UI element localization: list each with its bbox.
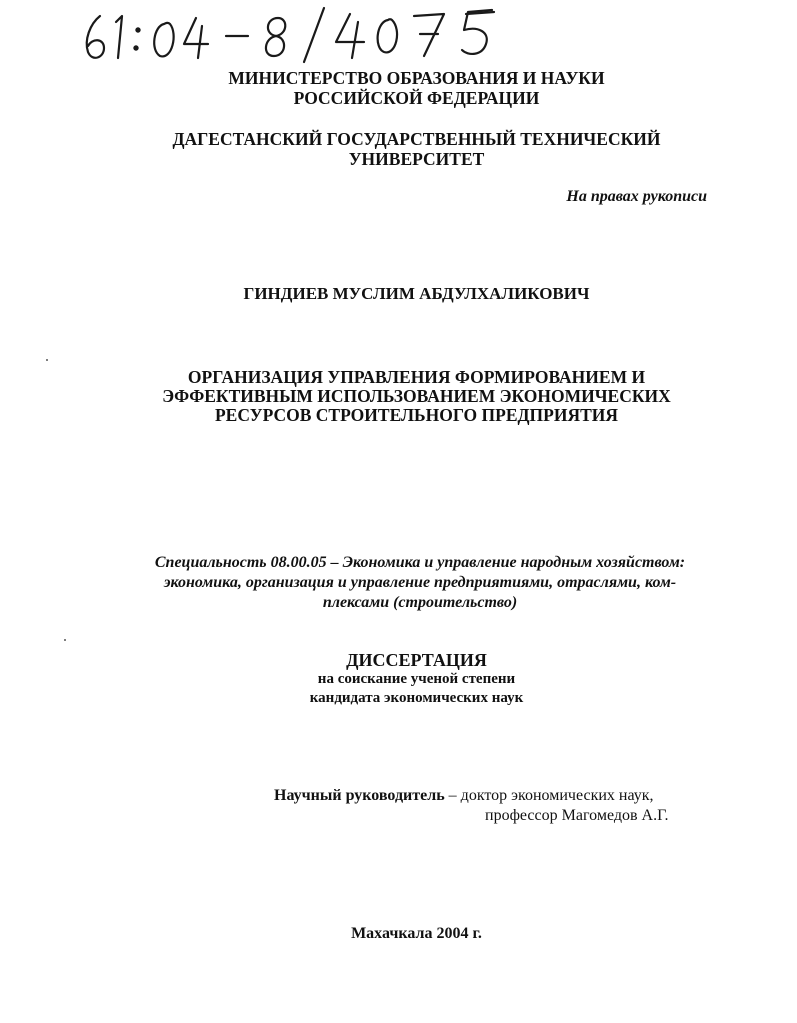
title-line-1: ОРГАНИЗАЦИЯ УПРАВЛЕНИЯ ФОРМИРОВАНИЕМ И [187,367,646,387]
dissertation-sub-line-2: кандидата экономических наук [309,690,524,706]
dissertation-heading: ДИССЕРТАЦИЯ [346,650,487,670]
specialty-line-3: плексами (строительство) [322,594,518,611]
dissertation-subtitle [18,670,797,708]
title-line-3: РЕСУРСОВ СТРОИТЕЛЬНОГО ПРЕДПРИЯТИЯ [214,405,619,425]
ministry-line-1: МИНИСТЕРСТВО ОБРАЗОВАНИЯ И НАУКИ [228,68,605,88]
university-heading [18,129,797,169]
ministry-line-2: РОССИЙСКОЙ ФЕДЕРАЦИИ [293,88,540,108]
supervisor-dash: – [444,787,461,804]
dissertation-title [18,368,797,425]
dissertation-sub-line-1: на соискание ученой степени [317,671,516,687]
specialty-block [100,553,740,613]
author-name: ГИНДИЕВ МУСЛИМ АБДУЛХАЛИКОВИЧ [243,284,590,303]
scan-speck [46,359,48,361]
rights-note: На правах рукописи [566,188,707,205]
supervisor-label: Научный руководитель [274,787,445,804]
specialty-line-1: Специальность 08.00.05 – Экономика и управление народным хозяйством: [154,554,686,571]
supervisor-name: профессор Магомедов А.Г. [485,807,669,824]
handwritten-code-drawing [78,4,508,66]
place-year: Махачкала 2004 г. [351,925,482,942]
scan-speck [64,639,66,641]
university-line-1: ДАГЕСТАНСКИЙ ГОСУДАРСТВЕННЫЙ ТЕХНИЧЕСКИЙ [172,129,661,149]
supervisor-block [274,786,714,826]
ministry-heading [18,68,797,108]
specialty-line-2: экономика, организация и управление предприятиями, отраслями, ком- [163,574,677,591]
handwritten-catalog-number [78,4,508,66]
university-line-2: УНИВЕРСИТЕТ [348,149,485,169]
title-line-2: ЭФФЕКТИВНЫМ ИСПОЛЬЗОВАНИЕМ ЭКОНОМИЧЕСКИХ [162,386,671,406]
supervisor-degree: доктор экономических наук, [460,787,654,804]
supervisor-line-1 [274,786,714,806]
